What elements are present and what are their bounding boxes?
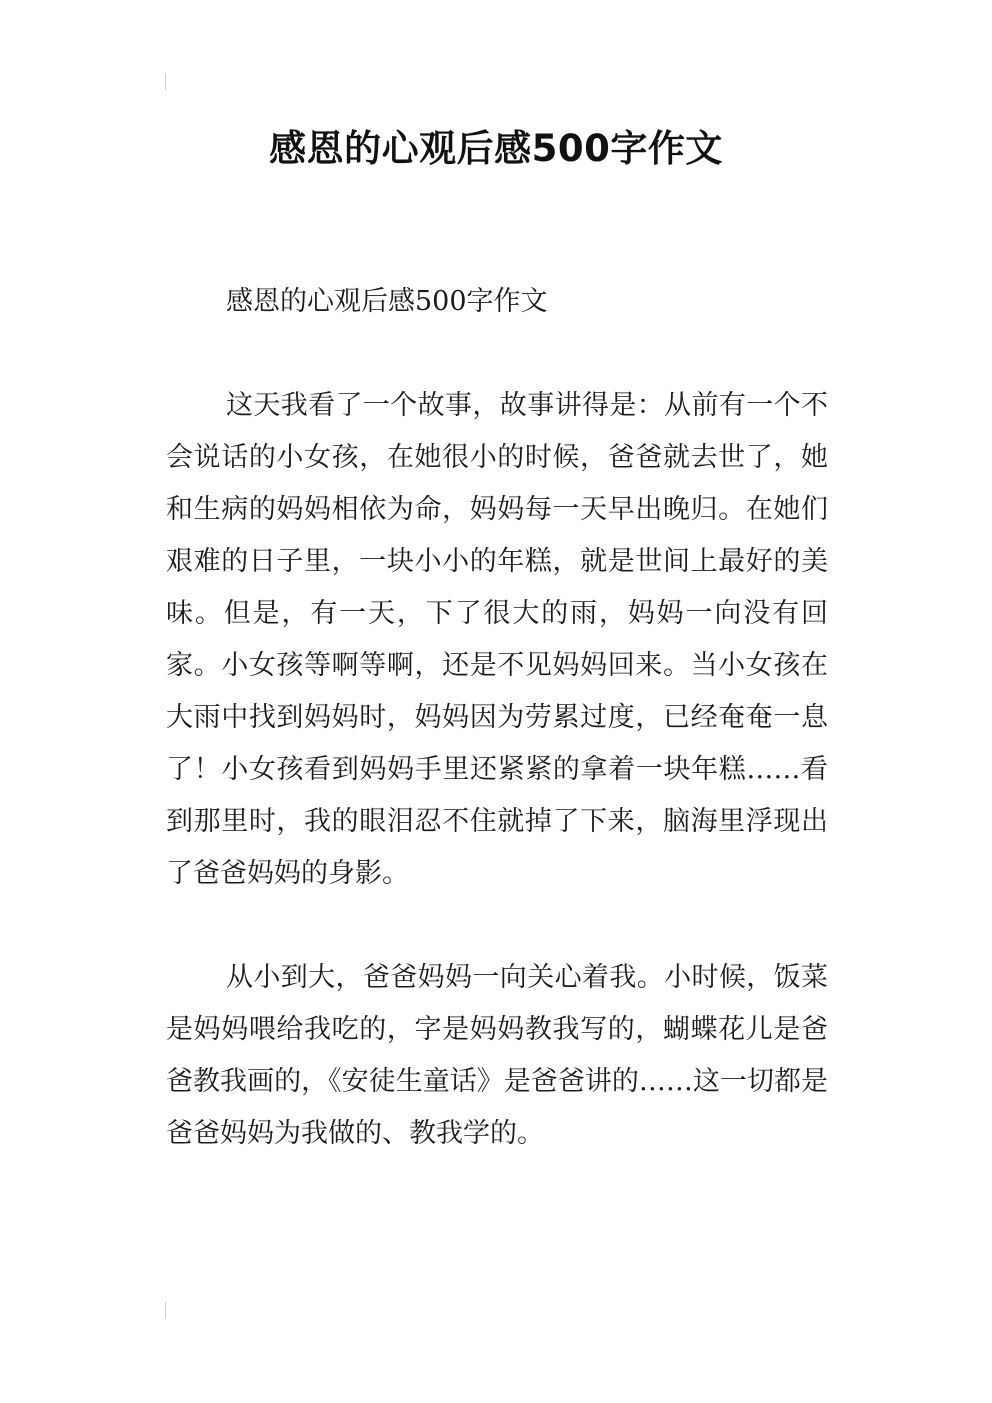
paragraph-1: 这天我看了一个故事，故事讲得是：从前有一个不会说话的小女孩，在她很小的时候，爸爸就去世了，她和生病的妈妈相依为命，妈妈每一天早出晚归。在她们艰难的日子里，一块小小的年糕，就是世间上最好的美味。但是，有一天，下了很大的雨，妈妈一向没有回家。小女孩等啊等啊，还是不见妈妈回来。当小女孩在大雨中找到妈妈时，妈妈因为劳累过度，已经奄奄一息了！小女孩看到妈妈手里还紧紧的拿着一块年糕……看到那里时，我的眼泪忍不住就掉了下来，脑海里浮现出了爸爸妈妈的身影。 — [166, 390, 828, 889]
document-title: 感恩的心观后感500字作文 — [269, 127, 723, 170]
margin-mark-top — [165, 74, 166, 90]
margin-mark-bottom — [165, 1302, 166, 1318]
document-body — [166, 276, 828, 1160]
paragraph-2: 从小到大，爸爸妈妈一向关心着我。小时候，饭菜是妈妈喂给我吃的，字是妈妈教我写的，蝴蝶花儿是爸爸教我画的，《安徒生童话》是爸爸讲的……这一切都是爸爸妈妈为我做的、教我学的。 — [166, 962, 828, 1149]
document-subtitle: 感恩的心观后感500字作文 — [226, 286, 548, 317]
